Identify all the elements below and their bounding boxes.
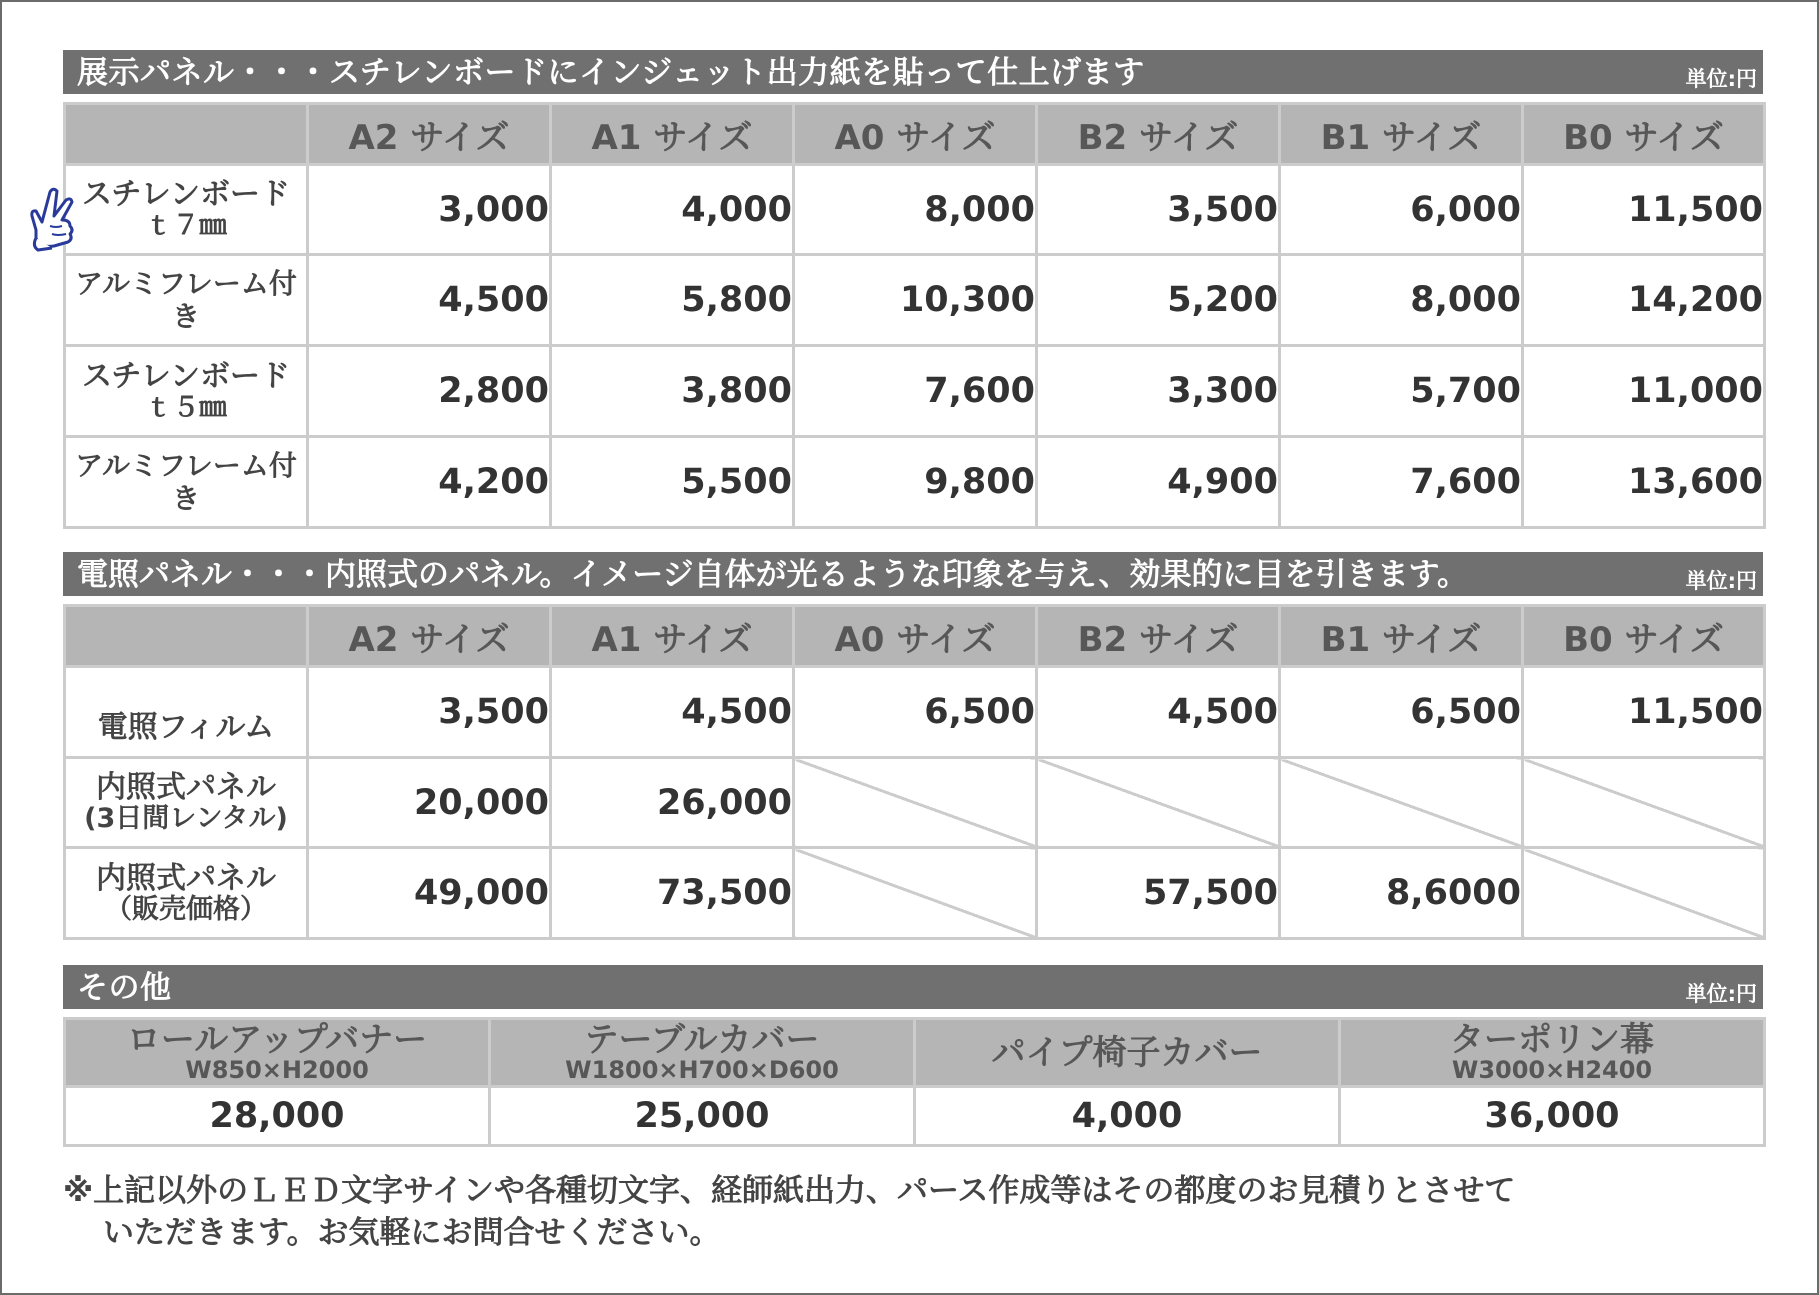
table-row (65, 165, 1765, 255)
price-cell: 11,500 (1523, 667, 1765, 758)
item-name: ターポリン幕 (1450, 1019, 1654, 1060)
row-label-sub: ｔ５㎜ (145, 391, 227, 423)
price-cell: 8,6000 (1280, 848, 1523, 939)
price-cell: 8,000 (794, 165, 1037, 255)
column-header: A2 サイズ (308, 104, 551, 165)
price-cell: 8,000 (1280, 255, 1523, 346)
table-row (65, 1087, 1765, 1146)
row-label (65, 255, 308, 346)
empty-cell (1523, 848, 1765, 939)
item-header (1340, 1019, 1765, 1087)
table-header-row (65, 606, 1765, 667)
column-header: B2 サイズ (1037, 104, 1280, 165)
lit-panel-title: 電照パネル・・・内照式のパネル。イメージ自体が光るような印象を与え、効果的に目を引きます。 (77, 557, 1468, 593)
empty-cell (794, 758, 1037, 848)
price-cell: 4,200 (308, 437, 551, 528)
item-header (490, 1019, 915, 1087)
price-cell: 57,500 (1037, 848, 1280, 939)
price-cell: 3,000 (308, 165, 551, 255)
table-row (65, 667, 1765, 758)
price-cell: 3,300 (1037, 346, 1280, 437)
other-section (63, 965, 1763, 1147)
row-label-main: アルミフレーム付き (75, 449, 297, 515)
display-panel-table (63, 102, 1766, 529)
price-cell: 7,600 (794, 346, 1037, 437)
price-cell: 5,500 (551, 437, 794, 528)
row-label-sub: (3日間レンタル) (84, 803, 288, 834)
price-cell: 28,000 (65, 1087, 490, 1146)
item-size: W1800×H700×D600 (565, 1055, 839, 1084)
table-row (65, 346, 1765, 437)
price-cell: 4,000 (551, 165, 794, 255)
price-cell: 5,700 (1280, 346, 1523, 437)
price-cell: 10,300 (794, 255, 1037, 346)
column-header: B0 サイズ (1523, 104, 1765, 165)
price-cell: 9,800 (794, 437, 1037, 528)
price-cell: 6,500 (1280, 667, 1523, 758)
price-cell: 3,800 (551, 346, 794, 437)
other-header (63, 965, 1763, 1009)
item-name: ロールアップバナー (126, 1019, 428, 1060)
corner-cell (65, 606, 308, 667)
item-size: W3000×H2400 (1451, 1055, 1653, 1084)
display-panel-header (63, 50, 1763, 94)
price-cell: 3,500 (308, 667, 551, 758)
column-header: A0 サイズ (794, 104, 1037, 165)
row-label (65, 667, 308, 758)
column-header: B1 サイズ (1280, 606, 1523, 667)
column-header: A2 サイズ (308, 606, 551, 667)
display-panel-section (63, 50, 1763, 529)
price-cell: 6,500 (794, 667, 1037, 758)
row-label-main: 内照式パネル (96, 770, 276, 805)
row-label-sub: （販売価格） (105, 893, 267, 925)
row-label-main: スチレンボード (81, 177, 291, 212)
item-name: パイプ椅子カバー (991, 1032, 1263, 1073)
row-label (65, 437, 308, 528)
row-label (65, 346, 308, 437)
lit-panel-section (63, 552, 1763, 940)
price-cell: 4,500 (551, 667, 794, 758)
row-label-main: 内照式パネル (96, 860, 276, 896)
table-row (65, 437, 1765, 528)
other-title: その他 (77, 970, 172, 1006)
lit-panel-unit: 単位:円 (1685, 569, 1757, 593)
price-cell: 73,500 (551, 848, 794, 939)
table-header-row (65, 104, 1765, 165)
table-row (65, 758, 1765, 848)
lit-panel-header (63, 552, 1763, 596)
item-header (65, 1019, 490, 1087)
price-cell: 2,800 (308, 346, 551, 437)
price-cell: 4,500 (308, 255, 551, 346)
price-cell: 5,800 (551, 255, 794, 346)
note-line: ※上記以外のＬＥＤ文字サインや各種切文字、経師紙出力、パース作成等はその都度のお見積りとさせて (63, 1173, 1516, 1209)
price-cell: 4,500 (1037, 667, 1280, 758)
table-row (65, 848, 1765, 939)
column-header: B2 サイズ (1037, 606, 1280, 667)
other-table (63, 1017, 1766, 1147)
row-label-sub: ｔ７㎜ (145, 210, 227, 241)
pointing-hand-icon (26, 186, 86, 256)
empty-cell (1523, 758, 1765, 848)
price-cell: 14,200 (1523, 255, 1765, 346)
row-label (65, 165, 308, 255)
price-cell: 7,600 (1280, 437, 1523, 528)
lit-panel-table (63, 604, 1766, 940)
display-panel-title: 展示パネル・・・スチレンボードにインジェット出力紙を貼って仕上げます (77, 55, 1145, 91)
row-label-main: 電照フィルム (97, 710, 275, 745)
table-row (65, 255, 1765, 346)
price-cell: 25,000 (490, 1087, 915, 1146)
corner-cell (65, 104, 308, 165)
column-header: B1 サイズ (1280, 104, 1523, 165)
item-size: W850×H2000 (185, 1055, 369, 1084)
column-header: A0 サイズ (794, 606, 1037, 667)
item-header (915, 1019, 1340, 1087)
column-header: B0 サイズ (1523, 606, 1765, 667)
price-cell: 49,000 (308, 848, 551, 939)
empty-cell (1037, 758, 1280, 848)
price-cell: 4,000 (915, 1087, 1340, 1146)
column-header: A1 サイズ (551, 606, 794, 667)
price-cell: 11,000 (1523, 346, 1765, 437)
price-cell: 4,900 (1037, 437, 1280, 528)
price-cell: 11,500 (1523, 165, 1765, 255)
price-cell: 3,500 (1037, 165, 1280, 255)
table-header-row (65, 1019, 1765, 1087)
footer-note (63, 1170, 1783, 1254)
price-cell: 5,200 (1037, 255, 1280, 346)
row-label (65, 848, 308, 939)
price-cell: 6,000 (1280, 165, 1523, 255)
empty-cell (794, 848, 1037, 939)
row-label-main: スチレンボード (81, 358, 291, 394)
item-name: テーブルカバー (584, 1019, 820, 1060)
other-unit: 単位:円 (1685, 982, 1757, 1006)
row-label (65, 758, 308, 848)
row-label-main: アルミフレーム付き (75, 267, 297, 333)
price-cell: 26,000 (551, 758, 794, 848)
display-panel-unit: 単位:円 (1685, 67, 1757, 91)
price-cell: 36,000 (1340, 1087, 1765, 1146)
note-line: いただきます。お気軽にお問合せください。 (103, 1215, 721, 1251)
empty-cell (1280, 758, 1523, 848)
price-cell: 20,000 (308, 758, 551, 848)
column-header: A1 サイズ (551, 104, 794, 165)
price-cell: 13,600 (1523, 437, 1765, 528)
